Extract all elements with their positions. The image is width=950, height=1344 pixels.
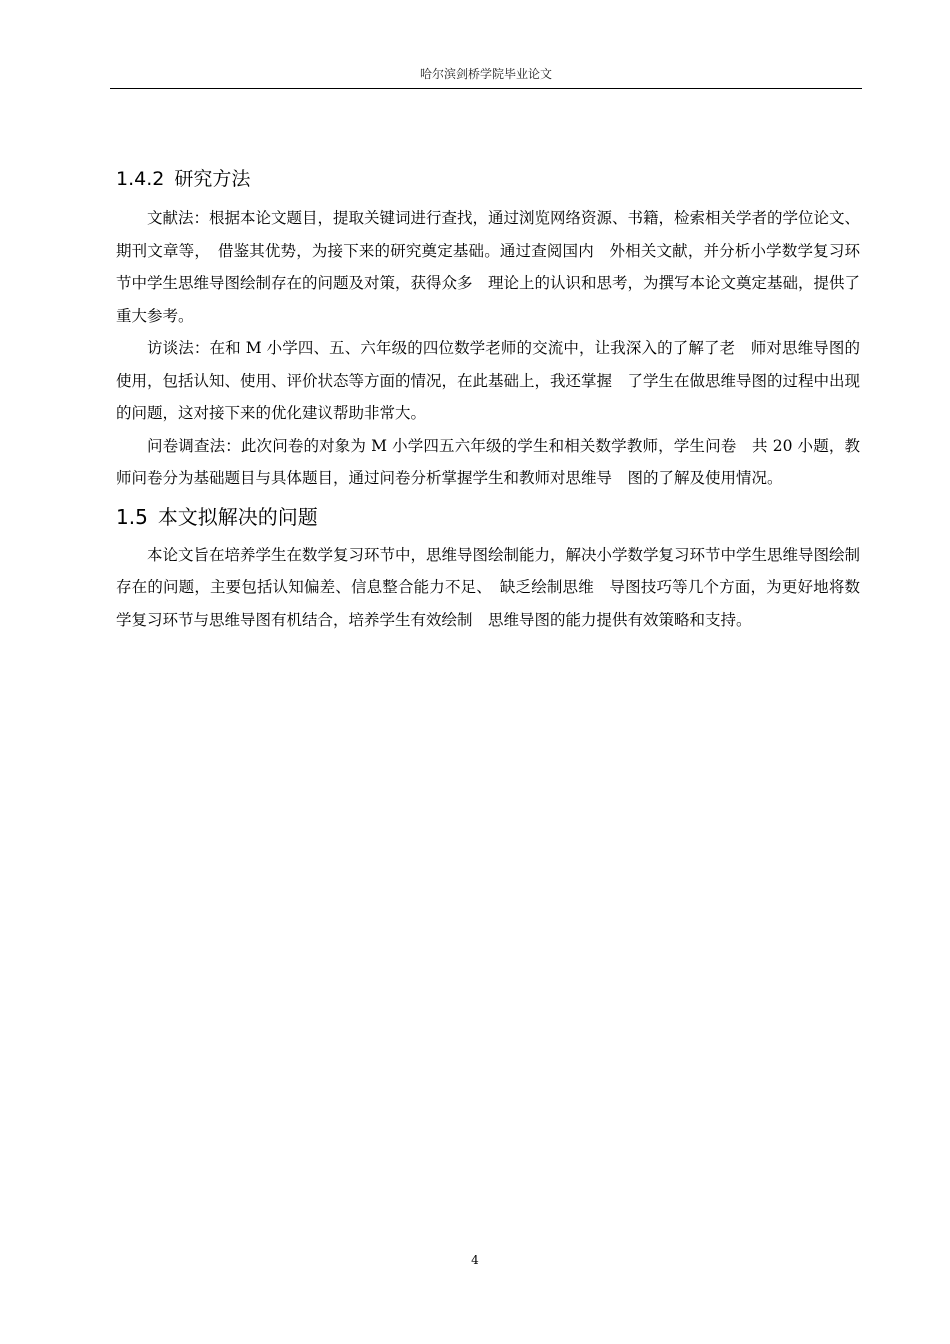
paragraph-questionnaire-method: 问卷调查法：此次问卷的对象为 M 小学四五六年级的学生和相关数学教师，学生问卷 共 20 小题，教师问卷分为基础题目与具体题目，通过问卷分析掌握学生和教师对思维导 图的了解及使用情况。 [116, 436, 860, 487]
paragraph-interview-method: 访谈法：在和 M 小学四、五、六年级的四位数学老师的交流中，让我深入的了解了老 师对思维导图的使用，包括认知、使用、评价状态等方面的情况，在此基础上，我还掌握 了学生在做思维导图的过程中出现的问题，这对接下来的优化建议帮助非常大。 [116, 339, 861, 422]
header-divider [110, 88, 862, 89]
page-number: 4 [471, 1253, 479, 1267]
section-heading-1-5 [116, 499, 860, 535]
paragraph-problems-to-solve: 本论文旨在培养学生在数学复习环节中，思维导图绘制能力，解决小学数学复习环节中学生思维导图绘制存在的问题，主要包括认知偏差、信息整合能力不足、 缺乏绘制思维 导图技巧等几个方面，为更好地将数学复习环节与思维导图有机结合，培养学生有效绘制 思维导图的能力提供有效策略和支持。 [116, 545, 861, 629]
section-number: 1.4.2 [116, 168, 165, 190]
running-header: 哈尔滨剑桥学院毕业论文 [419, 67, 552, 81]
paragraph-literature-method: 文献法：根据本论文题目，提取关键词进行查找，通过浏览网络资源、书籍，检索相关学者的学位论文、期刊文章等， 借鉴其优势，为接下来的研究奠定基础。通过查阅国内 外相关文献，并分析小学数学复习环节中学生思维导图绘制存在的问题及对策，获得众多 理论上的认识和思考，为撰写本论文奠定基础，提供了重大参考。 [116, 209, 861, 325]
section-title: 本文拟解决的问题 [157, 504, 318, 529]
section-title: 研究方法 [174, 168, 251, 190]
section-heading-1-4-2 [116, 162, 860, 196]
section-number: 1.5 [116, 504, 148, 529]
document-body [116, 162, 860, 636]
